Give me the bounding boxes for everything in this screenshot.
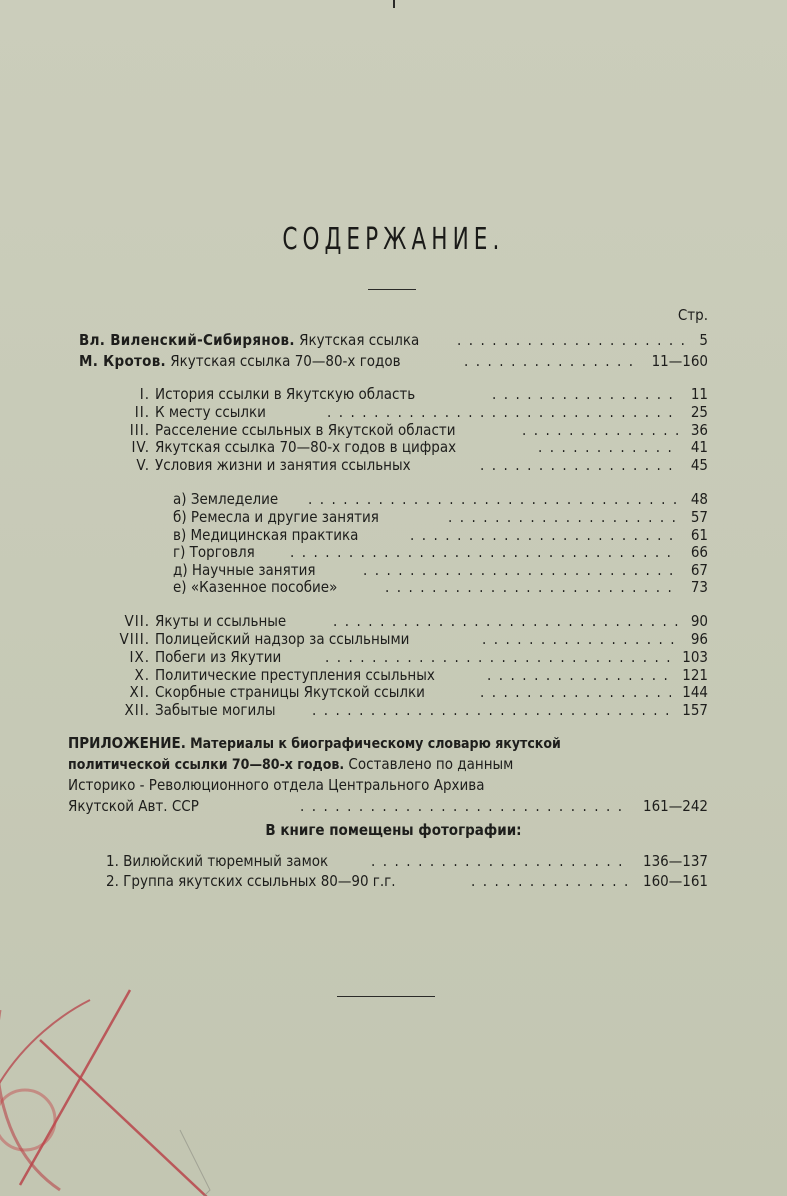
entry-title: а) Земледелие [173,490,279,508]
toc-entry-subsection [173,577,708,598]
chapter-number: X. [134,666,150,684]
entry-page: 11 [690,385,708,403]
toc-entry-photo [106,851,708,872]
author-name: Вл. Виленский-Сибирянов. [79,331,295,349]
entry-page: 25 [690,403,708,421]
entry-title: Якутская ссылка 70—80-х годов в цифрах [155,438,457,456]
entry-page: 61 [690,526,708,544]
page-column-label: Стр. [677,306,708,324]
entry-page: 5 [699,331,708,349]
page-title: СОДЕРЖАНИЕ. [282,222,505,257]
chapter-number: I. [139,385,150,403]
entry-page: 161—242 [642,797,708,815]
chapter-number: VIII. [119,630,150,648]
entry-page: 66 [690,543,708,561]
toc-entry-chapter [155,700,708,721]
appendix-entry [68,733,708,817]
chapter-number: V. [136,456,150,474]
entry-title: Якуты и ссыльные [155,612,287,630]
entry-title: в) Медицинская практика [173,526,359,544]
toc-entry-photo [106,871,708,892]
chapter-number: VII. [124,612,150,630]
entry-page: 96 [690,630,708,648]
entry-title: Политические преступления ссыльных [155,666,435,684]
dot-leader [385,577,678,598]
entry-page: 67 [690,561,708,579]
chapter-number: IV. [131,438,150,456]
entry-page: 157 [682,701,708,719]
toc-entry-author-2 [79,351,708,372]
appendix-text: Якутской Авт. ССР [68,797,199,815]
dot-leader [480,455,678,476]
chapter-number: II. [134,403,150,421]
entry-title: Забытые могилы [155,701,276,719]
entry-page: 160—161 [642,872,708,890]
toc-entry-author-1 [79,330,708,351]
dot-leader [312,700,671,721]
author-name: М. Кротов. [79,352,166,370]
entry-title: Расселение ссыльных в Якутской области [155,421,456,439]
top-mark [393,0,395,8]
entry-page: 121 [682,666,708,684]
appendix-label: ПРИЛОЖЕНИЕ. [68,734,186,752]
entry-page: 45 [690,456,708,474]
library-stamp-icon [0,970,260,1196]
entry-title: 2. Группа якутских ссыльных 80—90 г.г. [106,872,396,890]
entry-title: Условия жизни и занятия ссыльных [155,456,411,474]
chapter-number: IX. [129,648,150,666]
appendix-title: Материалы к биографическому словарю якутской [190,736,561,752]
entry-page: 57 [690,508,708,526]
entry-title: е) «Казенное пособие» [173,578,338,596]
entry-title: Полицейский надзор за ссыльными [155,630,410,648]
entry-page: 36 [690,421,708,439]
entry-page: 41 [690,438,708,456]
end-rule [337,996,435,997]
dot-leader [471,871,628,892]
entry-title: д) Научные занятия [173,561,316,579]
entry-page: 144 [682,683,708,701]
appendix-title-cont: политической ссылки 70—80-х годов. [68,757,345,773]
toc-entry-chapter [155,455,708,476]
entry-title: История ссылки в Якутскую область [155,385,416,403]
chapter-number: XII. [124,701,150,719]
entry-page: 136—137 [642,852,708,870]
chapter-number: XI. [129,683,150,701]
entry-title: Побеги из Якутии [155,648,282,666]
entry-title: Якутская ссылка [299,331,420,349]
dot-leader [371,851,628,872]
entry-page: 90 [690,612,708,630]
entry-title: Скорбные страницы Якутской ссылки [155,683,425,701]
entry-title: К месту ссылки [155,403,266,421]
entry-title: 1. Вилюйский тюремный замок [106,852,329,870]
dot-leader [464,351,640,372]
entry-page: 48 [690,490,708,508]
entry-title: г) Торговля [173,543,255,561]
entry-title: б) Ремесла и другие занятия [173,508,379,526]
entry-page: 103 [682,648,708,666]
photos-heading: В книге помещены фотографии: [265,821,522,839]
chapter-number: III. [129,421,150,439]
entry-page: 73 [690,578,708,596]
entry-title: Якутская ссылка 70—80-х годов [170,352,401,370]
entry-page: 11—160 [651,352,708,370]
appendix-text: Историко - Революционного отдела Центрального Архива [68,776,485,794]
title-rule [368,289,416,290]
dot-leader [457,330,688,351]
appendix-text: Составлено по данным [348,755,514,773]
dot-leader [300,796,630,817]
